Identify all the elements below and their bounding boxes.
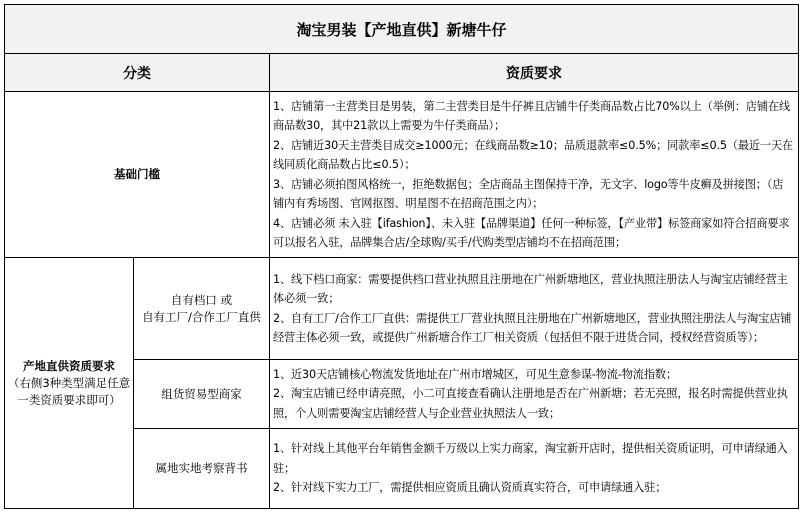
requirement-item: 2、自有工厂/合作工厂直供：需提供工厂营业执照且注册地在广州新塘地区，营业执照注册法人与淘宝店铺经营主体必须一致，或提供广州新塘合作工厂相关资质（包括但不限于进货合同，授权经营资质等）； [273, 311, 792, 344]
category-basic-threshold: 基础门槛 [5, 92, 270, 258]
subtype-trading-merchant [134, 360, 270, 429]
requirements-onsite-endorsement [270, 429, 799, 509]
subtype-onsite-endorsement [134, 429, 270, 509]
requirement-item: 1、线下档口商家：需要提供档口营业执照且注册地在广州新塘地区，营业执照注册法人与淘宝店铺经营主体必须一致； [273, 272, 788, 305]
requirements-table [4, 4, 799, 509]
requirements-basic-threshold [270, 92, 799, 258]
category-origin-direct-supply [5, 258, 134, 509]
requirement-item: 2、店铺近30天主营类目成交≥1000元；在线商品数≥10；品质退款率≤0.5%；同款率≤0.5（最近一天在线同质化商品数占比≤0.5）； [273, 138, 794, 171]
requirement-item: 2、淘宝店铺已经申请亮照，小二可直接查看确认注册地是否在广州新塘；若无亮照，报名时需提供营业执照，个人则需要淘宝店铺经营人与企业营业执照法人一致； [273, 387, 788, 420]
category-origin-note: （右侧3种类型满足任意一类资质要求即可） [7, 375, 131, 407]
header-row [5, 54, 799, 92]
category-origin-title: 产地直供资质要求 [23, 358, 115, 373]
requirement-item: 1、店铺第一主营类目是男装，第二主营类目是牛仔裤且店铺牛仔类商品数占比70%以上（举例：店铺在线商品数30，其中21款以上需要为牛仔类商品）； [273, 99, 791, 132]
requirement-item: 1、针对线上其他平台年销售金额千万级以上实力商家，淘宝新开店时，提供相关资质证明，可申请绿通入驻； [273, 442, 788, 475]
column-header-requirements: 资质要求 [270, 54, 799, 92]
subtype-label-line1: 组货贸易型商家 [161, 386, 242, 401]
subtype-label-line1: 自有档口 或 [170, 292, 233, 307]
subtype-label-line2: 自有工厂/合作工厂直供 [142, 309, 261, 324]
subtype-stall-or-factory [134, 258, 270, 360]
table-row-basic-threshold [5, 92, 799, 258]
requirements-trading-merchant [270, 360, 799, 429]
requirement-item: 4、店铺必须 未入驻【ifashion】、未入驻【品牌渠道】任何一种标签，【产业带】标签商家如符合招商要求可以报名入驻，品牌集合店/全球购/买手/代购类型店铺均不在招商范围； [273, 216, 790, 249]
column-header-category: 分类 [5, 54, 270, 92]
table-row-origin-stall-factory [5, 258, 799, 360]
title-row [5, 5, 799, 54]
requirement-item: 1、近30天店铺核心物流发货地址在广州市增城区，可见生意参谋-物流-物流指数； [273, 367, 677, 381]
subtype-label-line1: 属地实地考察背书 [155, 461, 248, 475]
requirement-item: 3、店铺必须拍图风格统一，拒绝数据包；全店商品主图保持干净，无文字、logo等牛皮癣及拼接图；（店铺内有秀场图、官网抠图、明星图不在招商范围之内）； [273, 177, 784, 210]
requirement-item: 2、针对线下实力工厂，需提供相应资质且确认资质真实符合，可申请绿通入驻； [273, 481, 667, 495]
requirements-stall-or-factory [270, 258, 799, 360]
requirements-sheet [4, 4, 798, 511]
table-title: 淘宝男装【产地直供】新塘牛仔 [5, 5, 799, 54]
